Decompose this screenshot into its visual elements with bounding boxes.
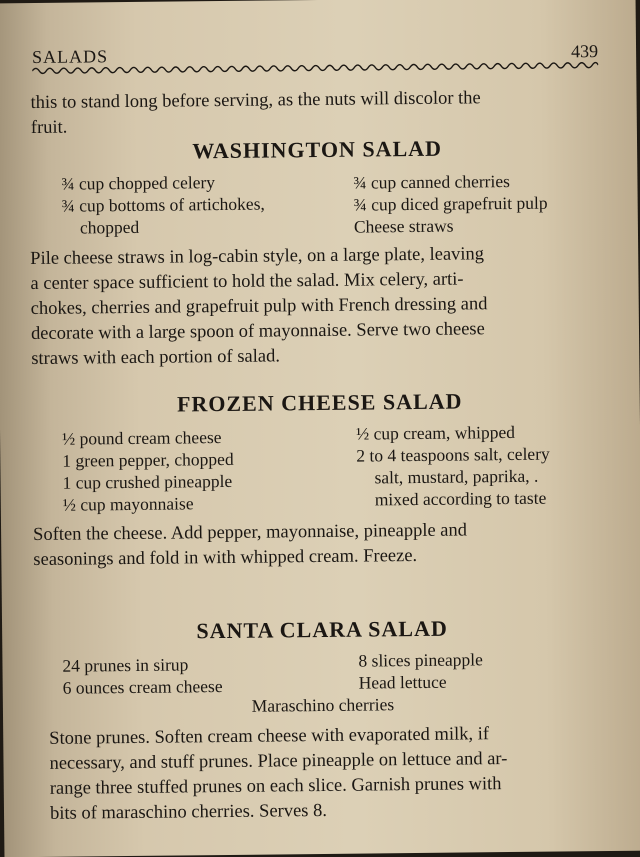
ingredient: ½ cup mayonnaise [62, 493, 194, 515]
ingredient: Cheese straws [353, 215, 454, 237]
ingredient: 1 green pepper, chopped [62, 448, 234, 471]
ingredient: ¾ cup canned cherries [353, 170, 510, 193]
running-head [32, 37, 598, 77]
ingredient: 24 prunes in sirup [62, 654, 189, 676]
ingredient: Head lettuce [358, 671, 447, 693]
ingredient: chopped [79, 216, 140, 238]
text-line: range three stuffed prunes on each slice. Garnish prunes with [49, 774, 502, 799]
directions [49, 721, 612, 827]
text-line: Stone prunes. Soften cream cheese with evaporated milk, if [49, 724, 490, 749]
text-line: Pile cheese straws in log-cabin style, on a large plate, leaving [30, 244, 485, 270]
directions [30, 241, 603, 372]
text-line: straws with each portion of salad. [31, 346, 281, 370]
intro-paragraph [30, 85, 598, 141]
wavy-rule [32, 59, 598, 77]
ingredients-left [62, 426, 234, 516]
ingredients-left [61, 171, 265, 239]
ingredient: ¾ cup chopped celery [61, 172, 216, 194]
ingredient: salt, mustard, paprika, . [374, 465, 539, 488]
text-line: bits of maraschino cherries. Serves 8. [49, 800, 328, 824]
ingredient: 1 cup crushed pineapple [62, 470, 233, 493]
text-line: Soften the cheese. Add pepper, mayonnaise, pineapple and [33, 520, 468, 546]
directions [33, 517, 609, 573]
ingredients-left [62, 653, 222, 699]
ingredient: ¾ cup bottoms of artichokes, [61, 193, 265, 216]
ingredient-centered: Maraschino cherries [251, 694, 395, 716]
text-line: seasonings and fold in with whipped cream. Freeze. [33, 545, 418, 571]
text-line: fruit. [30, 117, 68, 139]
ingredient: 8 slices pineapple [358, 649, 483, 671]
recipe-title: WASHINGTON SALAD [192, 135, 443, 164]
text-line: this to stand long before serving, as the nuts will discolor the [30, 88, 481, 114]
ingredient: mixed according to taste [374, 487, 547, 510]
section-name: SALADS [32, 46, 109, 67]
ingredients-right [356, 421, 550, 511]
page-number: 439 [570, 41, 599, 62]
ingredient: ¾ cup diced grapefruit pulp [353, 192, 548, 215]
recipe-title: SANTA CLARA SALAD [196, 615, 448, 644]
ingredient: 6 ounces cream cheese [62, 676, 223, 698]
ingredient: ½ pound cream cheese [62, 427, 222, 449]
text-line: necessary, and stuff prunes. Place pineapple on lettuce and ar- [49, 749, 508, 774]
text-line: decorate with a large spoon of mayonnaise. Serve two cheese [30, 319, 485, 345]
ingredients-right [353, 170, 548, 238]
text-line: chokes, cherries and grapefruit pulp with French dressing and [30, 294, 488, 320]
recipe-title: FROZEN CHEESE SALAD [176, 388, 463, 417]
ingredient: ½ cup cream, whipped [355, 421, 516, 444]
text-line: a center space sufficient to hold the salad. Mix celery, arti- [30, 269, 464, 295]
ingredient: 2 to 4 teaspoons salt, celery [356, 443, 550, 466]
ingredients-right [358, 648, 483, 693]
